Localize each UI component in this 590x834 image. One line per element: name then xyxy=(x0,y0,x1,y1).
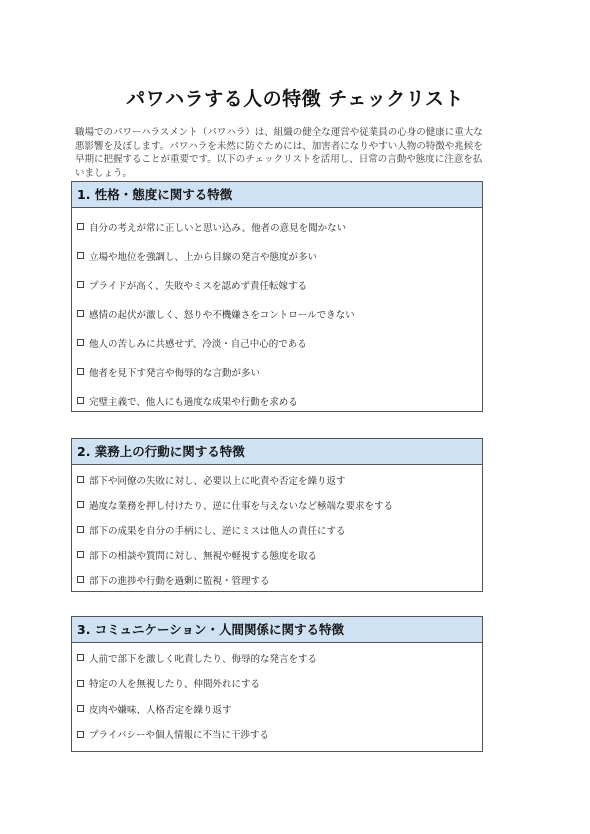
checklist-item xyxy=(72,467,482,492)
checklist xyxy=(72,643,482,747)
checklist-item-label: 完璧主義で、他人にも過度な成果や行動を求める xyxy=(89,396,298,408)
section-work-behavior xyxy=(71,438,483,592)
checkbox[interactable] xyxy=(77,526,84,533)
checklist-item xyxy=(72,722,482,748)
checkbox[interactable] xyxy=(77,731,84,738)
checkbox[interactable] xyxy=(77,252,84,259)
checklist-item-label: 感情の起伏が激しく、怒りや不機嫌さをコントロールできない xyxy=(89,309,355,321)
checklist-item-label: プライドが高く、失敗やミスを認めず責任転嫁する xyxy=(89,280,308,292)
section-personality xyxy=(71,181,483,412)
checklist-item xyxy=(72,696,482,722)
checklist-item-label: 特定の人を無視したり、仲間外れにする xyxy=(89,679,261,691)
checklist-item xyxy=(72,517,482,542)
checkbox[interactable] xyxy=(77,680,84,687)
checklist-item-label: 自分の考えが常に正しいと思い込み、他者の意見を聞かない xyxy=(89,222,347,234)
checkbox[interactable] xyxy=(77,223,84,230)
checklist-item xyxy=(72,492,482,517)
checklist-item xyxy=(72,299,482,328)
checklist-item xyxy=(72,542,482,567)
section-heading: 1. 性格・態度に関する特徴 xyxy=(72,182,482,208)
checklist-item xyxy=(72,357,482,386)
checklist-item xyxy=(72,645,482,671)
section-heading: 2. 業務上の行動に関する特徴 xyxy=(72,439,482,465)
checkbox[interactable] xyxy=(77,705,84,712)
checklist-item xyxy=(72,567,482,592)
checklist xyxy=(72,208,482,415)
checklist-item xyxy=(72,671,482,697)
section-communication xyxy=(71,616,483,752)
checkbox[interactable] xyxy=(77,281,84,288)
checkbox[interactable] xyxy=(77,576,84,583)
page-title: パワハラする人の特徴 チェックリスト xyxy=(126,88,464,110)
checkbox[interactable] xyxy=(77,551,84,558)
checkbox[interactable] xyxy=(77,476,84,483)
section-heading: 3. コミュニケーション・人間関係に関する特徴 xyxy=(72,617,482,643)
checklist-item-label: 過度な業務を押し付けたり、逆に仕事を与えないなど極端な要求をする xyxy=(89,500,394,512)
checklist-item-label: 人前で部下を激しく叱責したり、侮辱的な発言をする xyxy=(89,653,318,665)
checklist-item-label: 部下の成果を自分の手柄にし、逆にミスは他人の責任にする xyxy=(89,525,346,537)
checklist-item-label: 他人の苦しみに共感せず、冷淡・自己中心的である xyxy=(89,338,307,350)
checkbox[interactable] xyxy=(77,339,84,346)
checklist xyxy=(72,465,482,592)
checklist-item-label: 部下の相談や質問に対し、無視や軽視する態度を取る xyxy=(89,550,318,562)
checklist-item-label: プライバシーや個人情報に不当に干渉する xyxy=(89,730,270,742)
checklist-item xyxy=(72,328,482,357)
checklist-item-label: 立場や地位を強調し、上から目線の発言や態度が多い xyxy=(89,251,318,263)
checklist-item-label: 部下の進捗や行動を過剰に監視・管理する xyxy=(89,575,270,587)
checkbox[interactable] xyxy=(77,397,84,404)
checkbox[interactable] xyxy=(77,310,84,317)
checklist-item-label: 皮肉や嫌味、人格否定を繰り返す xyxy=(89,704,232,716)
checklist-item xyxy=(72,386,482,415)
checkbox[interactable] xyxy=(77,501,84,508)
checklist-item xyxy=(72,270,482,299)
checklist-item-label: 他者を見下す発言や侮辱的な言動が多い xyxy=(89,367,261,379)
checklist-item xyxy=(72,241,482,270)
checkbox[interactable] xyxy=(77,654,84,661)
intro-paragraph: 職場でのパワーハラスメント（パワハラ）は、組織の健全な運営や従業員の心身の健康に重大な悪影響を及ぼします。パワハラを未然に防ぐためには、加害者になりやすい人物の特徴や兆候を早期に把握することが重要です。以下のチェックリストを活用し、日常の言動や態度に注意を払いましょう。 xyxy=(75,127,483,179)
intro-text-block xyxy=(75,126,490,180)
checklist-item xyxy=(72,212,482,241)
checklist-item-label: 部下や同僚の失敗に対し、必要以上に叱責や否定を繰り返す xyxy=(89,475,346,487)
checkbox[interactable] xyxy=(77,368,84,375)
